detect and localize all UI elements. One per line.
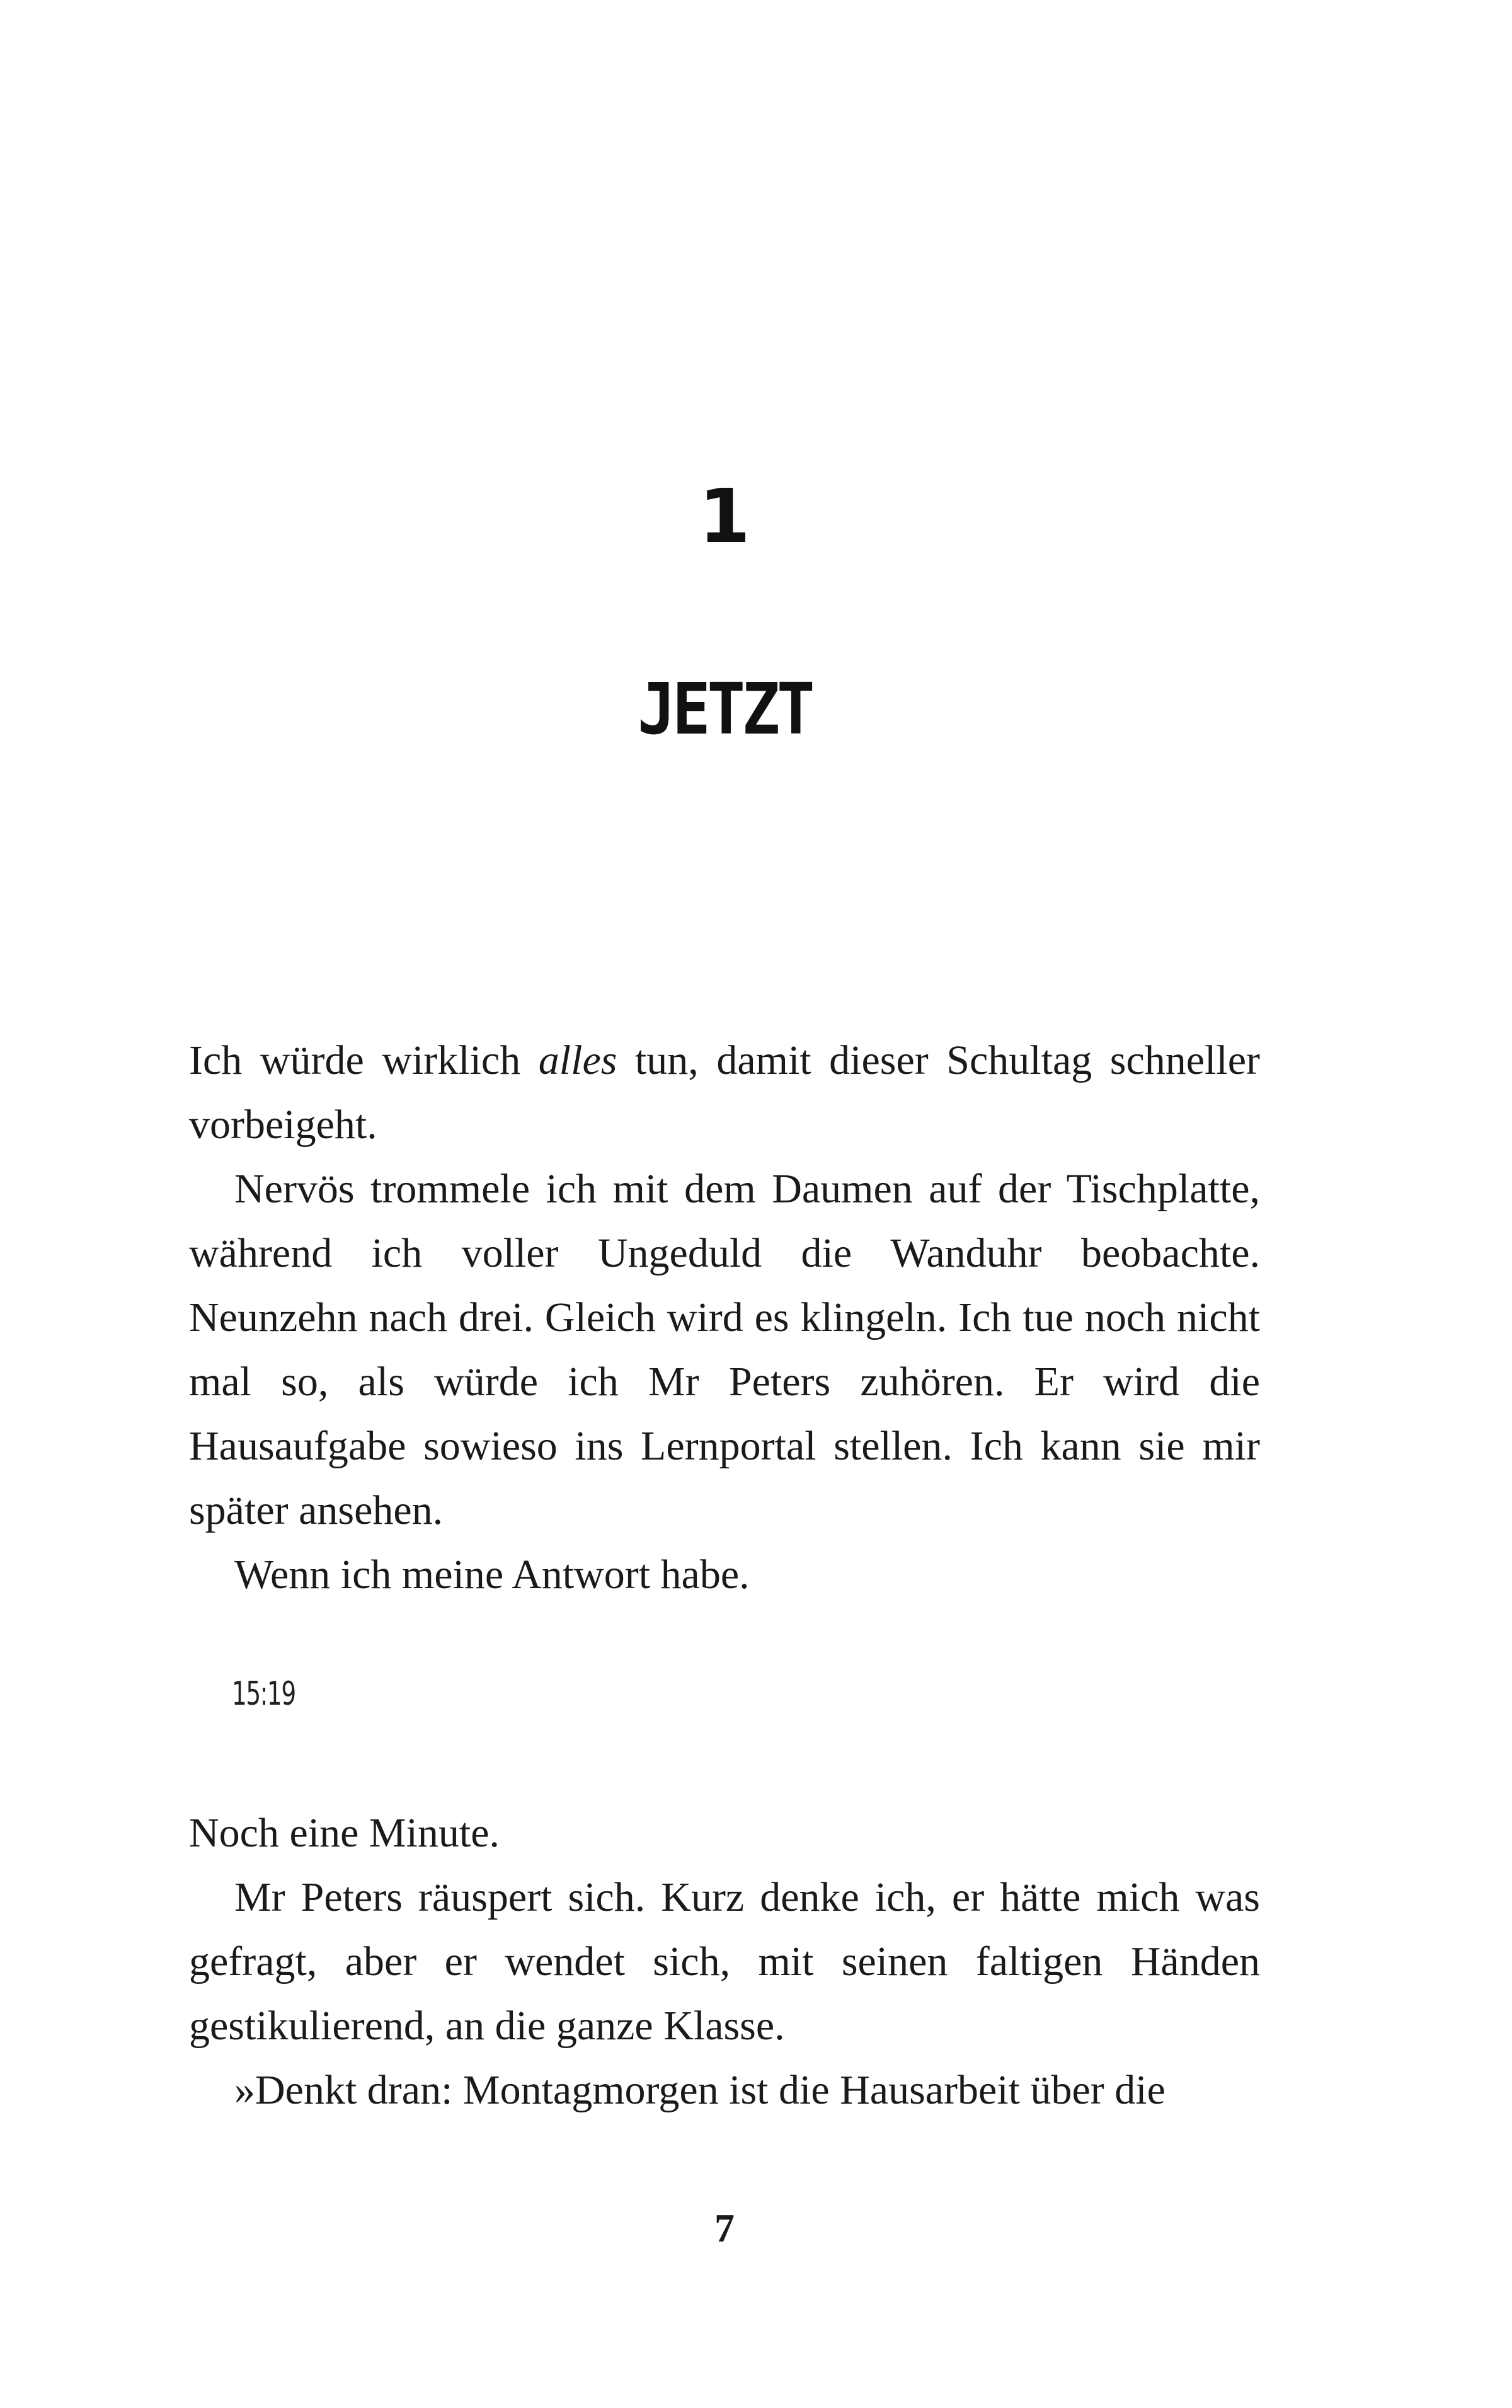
- paragraph: Wenn ich meine Antwort habe.: [234, 1552, 750, 1598]
- paragraph-text: tun, damit dieser Schultag schneller vorbeigeht.: [189, 1037, 1261, 1148]
- chapter-title: JETZT: [637, 669, 812, 751]
- text-block-opening: [189, 1028, 1260, 1607]
- paragraph: Mr Peters räuspert sich. Kurz denke ich, er hätte mich was gefragt, aber er wendet sich, mit seinen faltigen Händen gestikulierend, an die ganze Klasse.: [189, 1874, 1260, 2049]
- chapter-number: 1: [698, 473, 751, 560]
- emphasized-word: alles: [538, 1037, 617, 1083]
- text-block-continuation: [189, 1801, 1260, 2123]
- paragraph-text: Ich würde wirklich: [189, 1037, 539, 1083]
- time-marker: 15:19: [232, 1675, 295, 1713]
- paragraph: Nervös trommele ich mit dem Daumen auf der Tischplatte, während ich voller Ungeduld die Wanduhr beobachte. Neunzehn nach drei. Gleich wird es klingeln. Ich tue noch nicht mal so, als würde ich Mr Peters zuhören. Er wird die Hausaufgabe sowieso ins Lernportal stellen. Ich kann sie mir später ansehen.: [189, 1166, 1260, 1533]
- paragraph: Noch eine Minute.: [189, 1810, 500, 1856]
- page-number: 7: [714, 2206, 735, 2250]
- paragraph: »Denkt dran: Montagmorgen ist die Hausarbeit über die: [234, 2067, 1166, 2113]
- paragraph: [189, 1028, 1260, 1157]
